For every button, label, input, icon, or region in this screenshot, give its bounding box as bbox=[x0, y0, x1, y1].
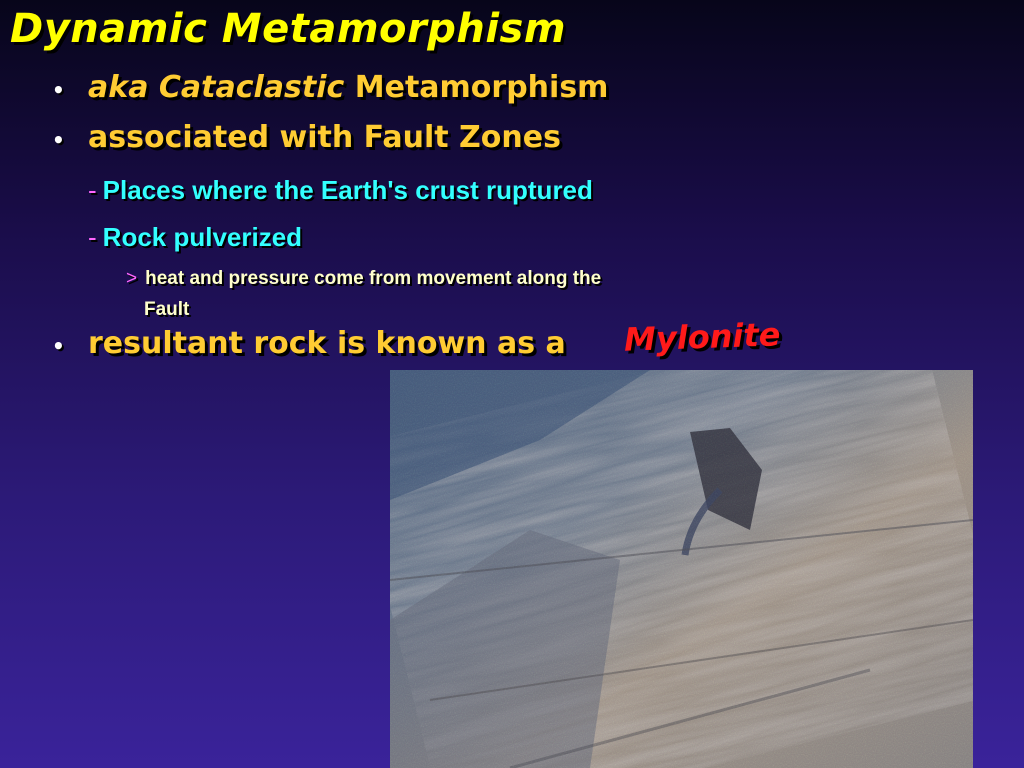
sub-sub-bullet-marker: > bbox=[126, 268, 138, 289]
bullet-aka-cataclastic bbox=[52, 70, 608, 105]
sub-bullet-crust-ruptured bbox=[88, 175, 593, 206]
slide-title: Dynamic Metamorphism bbox=[10, 6, 567, 52]
bullet-text: Metamorphism bbox=[344, 70, 609, 105]
bullet-fault-zones bbox=[52, 120, 561, 155]
sub-bullet-text: Places where the Earth's crust ruptured bbox=[102, 175, 593, 205]
bullet-marker: • bbox=[52, 334, 65, 358]
mylonite-rock-photo bbox=[390, 370, 973, 768]
rock-photo-image bbox=[390, 370, 973, 768]
sub-bullet-rock-pulverized bbox=[88, 222, 302, 253]
bullet-text: associated with Fault Zones bbox=[88, 120, 561, 155]
bullet-marker: • bbox=[52, 78, 65, 102]
sub-bullet-marker: - bbox=[88, 222, 97, 252]
sub-bullet-marker: - bbox=[88, 175, 97, 205]
sub-sub-bullet-heat-pressure bbox=[126, 263, 746, 325]
bullet-marker: • bbox=[52, 128, 65, 152]
sub-bullet-text: Rock pulverized bbox=[102, 222, 303, 252]
bullet-text: resultant rock is known as a bbox=[88, 326, 566, 361]
bullet-italic-text: aka Cataclastic bbox=[88, 70, 345, 105]
mylonite-label: Mylonite bbox=[623, 315, 782, 359]
bullet-resultant-rock bbox=[52, 326, 566, 361]
sub-sub-bullet-line2: Fault bbox=[144, 299, 190, 320]
sub-sub-bullet-line1: heat and pressure come from movement along the bbox=[145, 268, 602, 289]
